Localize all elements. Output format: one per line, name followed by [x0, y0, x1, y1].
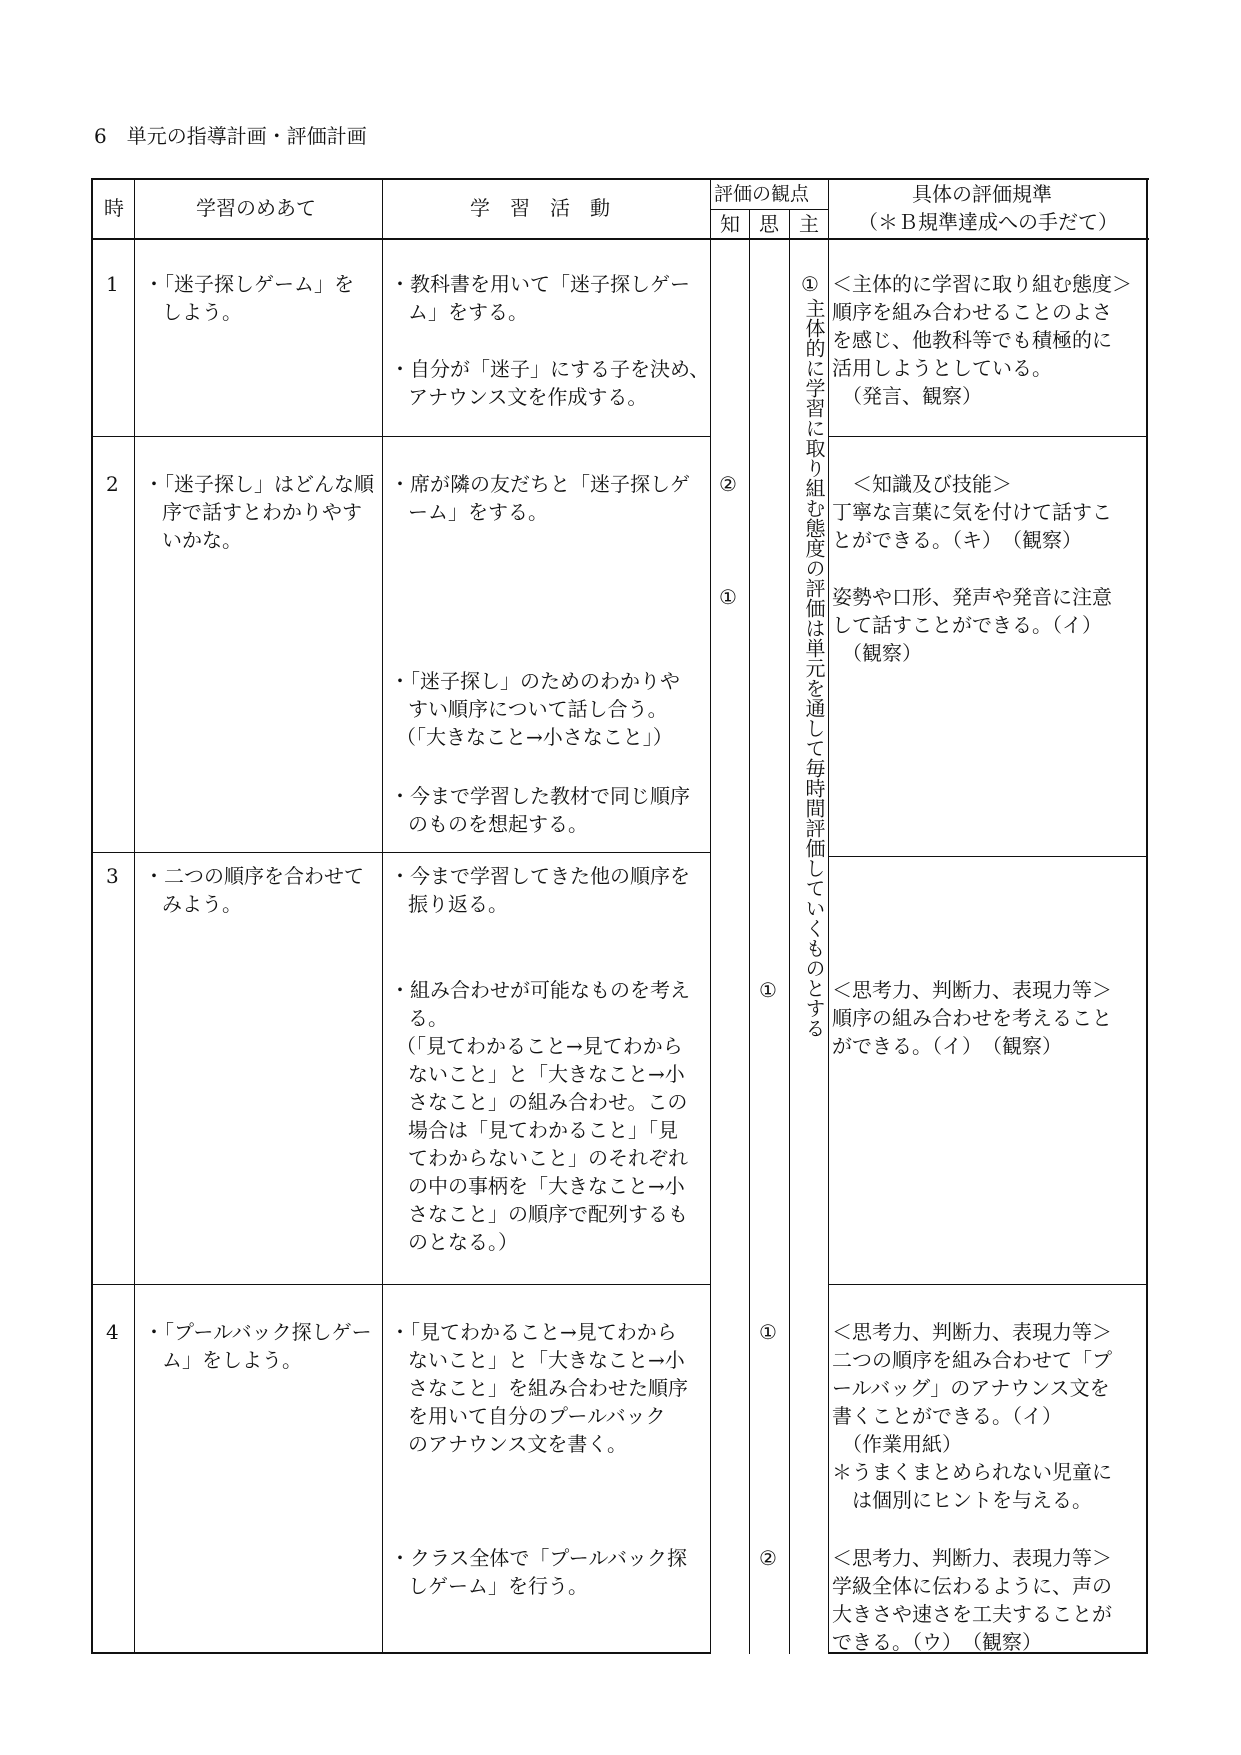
header-thinking: 思: [759, 212, 779, 236]
thinking-mark: ②: [759, 1546, 777, 1570]
row-hour: 4: [106, 1320, 119, 1344]
row-criteria: ＜思考力、判断力、表現力等＞ 順序の組み合わせを考えること ができる。（イ） （観察）: [832, 978, 1112, 1058]
row-activity: ・組み合わせが可能なものを考え る。 （「見てわかること→見てわから ないこと」と「大きなこと→小 さなこと」の組み合わせ。この 場合は「見てわかること」「見 てわからないこと」のそれぞれ の中の事柄を「大きなこと→小 さなこと」の順序で配列するも のとなる。）: [390, 978, 690, 1254]
row-activity: ・教科書を用いて「迷子探しゲー ム」をする。: [390, 272, 690, 324]
row-hour: 1: [106, 272, 119, 296]
row-activity: ・クラス全体で「プールバック探 しゲーム」を行う。: [390, 1546, 687, 1598]
header-criteria-title: 具体の評価規準: [912, 182, 1052, 206]
row-activity: ・「見てわかること→見てわから ないこと」と「大きなこと→小 さなこと」を組み合わせた順序 を用いて自分のプールバック のアナウンス文を書く。: [390, 1320, 688, 1456]
header-viewpoint: 評価の観点: [714, 183, 810, 205]
row-criteria: ＜思考力、判断力、表現力等＞ 二つの順序を組み合わせて「プ ールバッグ」のアナウンス文を 書くことができる。（イ） （作業用紙） ＊うまくまとめられない児童に は個別にヒントを与える。: [832, 1320, 1112, 1512]
row-activity: ・今まで学習した教材で同じ順序 のものを想起する。: [390, 784, 690, 836]
row-hour: 2: [106, 472, 119, 496]
attitude-mark: ①: [801, 272, 819, 296]
row-goal: ・「迷子探し」はどんな順 序で話すとわかりやす いかな。: [144, 472, 374, 552]
header-knowledge: 知: [720, 212, 740, 236]
knowledge-mark: ①: [719, 585, 737, 609]
header-criteria-note: （＊Ｂ規準達成への手だて）: [858, 210, 1118, 234]
thinking-mark: ①: [759, 1320, 777, 1344]
thinking-mark: ①: [759, 978, 777, 1002]
header-attitude: 主: [799, 212, 819, 236]
row-activity: ・「迷子探し」のためのわかりや すい順序について話し合う。 （「大きなこと→小さなこと」）: [390, 669, 680, 749]
attitude-vertical-note: 主体的に学習に取り組む態度の評価は単元を通して毎時間評価していくものとする: [802, 298, 826, 1038]
row-activity: ・今まで学習してきた他の順序を 振り返る。: [390, 864, 690, 916]
row-goal: ・「迷子探しゲーム」を しよう。: [144, 272, 354, 324]
row-activity: ・席が隣の友だちと「迷子探しゲ ーム」をする。: [390, 472, 690, 524]
row-activity: ・自分が「迷子」にする子を決め、 アナウンス文を作成する。: [390, 357, 710, 409]
section-title: 6 単元の指導計画・評価計画: [94, 124, 367, 148]
knowledge-mark: ②: [719, 472, 737, 496]
row-goal: ・「プールバック探しゲー ム」をしよう。: [144, 1320, 372, 1372]
row-criteria: ＜主体的に学習に取り組む態度＞ 順序を組み合わせることのよさ を感じ、他教科等でも積極的に 活用しようとしている。 （発言、観察）: [832, 272, 1132, 408]
row-criteria: ＜思考力、判断力、表現力等＞ 学級全体に伝わるように、声の 大きさや速さを工夫することが できる。（ウ） （観察）: [832, 1546, 1112, 1654]
row-criteria: 姿勢や口形、発声や発音に注意 して話すことができる。（イ） （観察）: [832, 585, 1112, 665]
header-time: 時: [104, 196, 124, 220]
row-goal: ・二つの順序を合わせて みよう。: [144, 864, 364, 916]
row-criteria: ＜知識及び技能＞ 丁寧な言葉に気を付けて話すこ とができる。（キ） （観察）: [832, 472, 1112, 552]
header-activity: 学 習 活 動: [470, 196, 610, 220]
row-hour: 3: [106, 864, 119, 888]
header-goal: 学習のめあて: [196, 196, 316, 220]
